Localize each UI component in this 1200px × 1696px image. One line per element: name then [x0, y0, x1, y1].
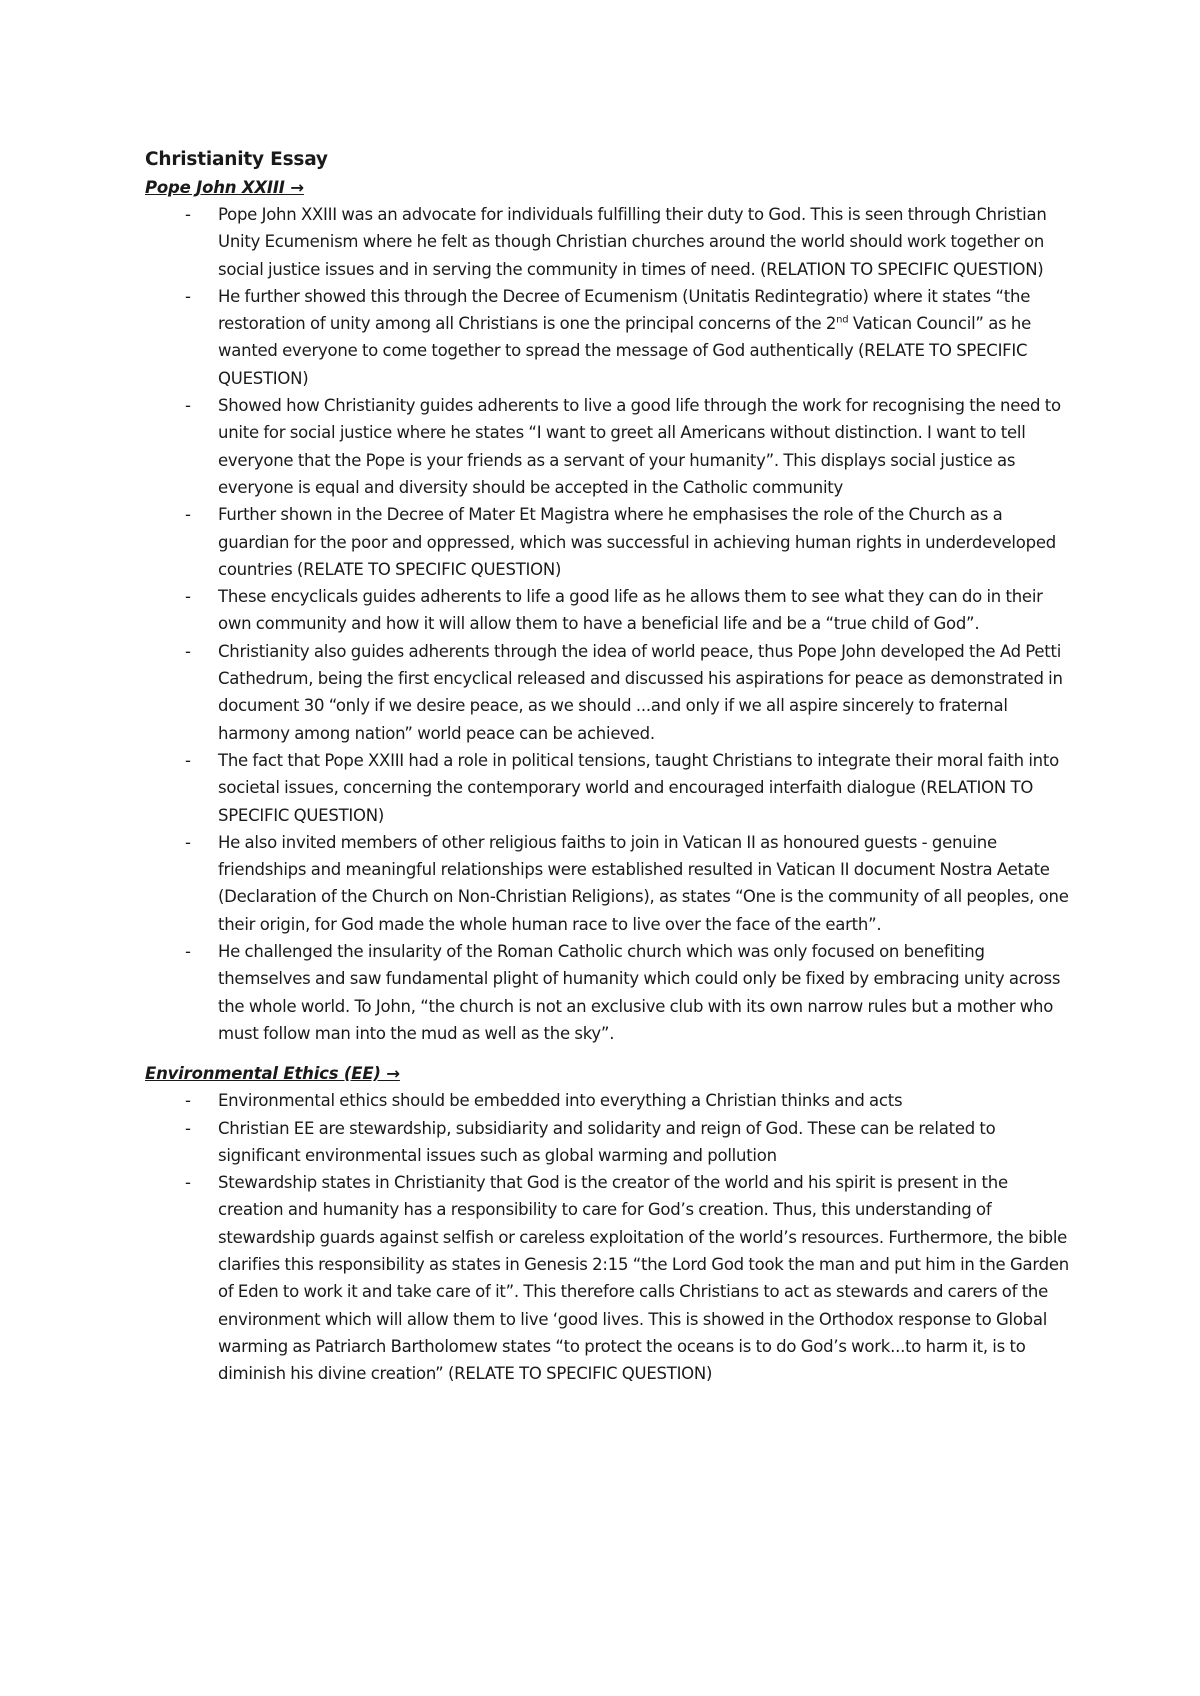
list-item: [145, 583, 1075, 638]
list-item-text: Environmental ethics should be embedded into everything a Christian thinks and acts: [218, 1091, 903, 1111]
list-item-text: Showed how Christianity guides adherents to live a good life through the work for recognising the need to unite for social justice where he states “I want to greet all Americans without distinction. I want to tell everyone that the Pope is your friends as a servant of your humanity”. This displays social justice as everyone is equal and diversity should be accepted in the Catholic community: [218, 396, 1061, 497]
list-item-text: Stewardship states in Christianity that God is the creator of the world and his spirit is present in the creation and humanity has a responsibility to care for God’s creation. Thus, this understanding of stewardship guards against selfish or careless exploitation of the world’s resources. Furthermore, the bible clarifies this responsibility as states in Genesis 2:15 “the Lord God took the man and put him in the Garden of Eden to work it and take care of it”. This therefore calls Christians to act as stewards and carers of the environment which will allow them to live ‘good lives. This is showed in the Orthodox response to Global warming as Patriarch Bartholomew states “to protect the oceans is to do God’s work...to harm it, is to diminish his divine creation” (RELATE TO SPECIFIC QUESTION): [218, 1173, 1069, 1384]
document-title: Christianity Essay: [145, 149, 328, 170]
list-item-text: These encyclicals guides adherents to life a good life as he allows them to see what they can do in their own community and how it will allow them to have a beneficial life and be a “true child of God”.: [218, 587, 1043, 634]
list-item: [145, 938, 1075, 1047]
bullet-dash: -: [185, 1173, 191, 1193]
list-item-text: Further shown in the Decree of Mater Et Magistra where he emphasises the role of the Church as a guardian for the poor and oppressed, which was successful in achieving human rights in underdeveloped countries (RELATE TO SPECIFIC QUESTION): [218, 505, 1056, 579]
bullet-dash: -: [185, 505, 191, 525]
list-item-text: Christian EE are stewardship, subsidiarity and solidarity and reign of God. These can be related to significant environmental issues such as global warming and pollution: [218, 1118, 996, 1165]
list-item: [145, 392, 1075, 501]
bullet-list-environmental-ethics: [145, 1087, 1075, 1387]
list-item: [145, 747, 1075, 829]
list-item: [145, 1169, 1075, 1387]
bullet-dash: -: [185, 286, 191, 306]
list-item: [145, 501, 1075, 583]
bullet-dash: -: [185, 942, 191, 962]
bullet-dash: -: [185, 641, 191, 661]
list-item-text: He challenged the insularity of the Roman Catholic church which was only focused on benefiting themselves and saw fundamental plight of humanity which could only be fixed by embracing unity across the whole world. To John, “the church is not an exclusive club with its own narrow rules but a mother who must follow man into the mud as well as the sky”.: [218, 942, 1061, 1043]
list-item-text: Pope John XXIII was an advocate for individuals fulfilling their duty to God. This is seen through Christian Unity Ecumenism where he felt as though Christian churches around the world should work together on social justice issues and in serving the community in times of need. (RELATION TO SPECIFIC QUESTION): [218, 205, 1047, 279]
bullet-dash: -: [185, 396, 191, 416]
section-heading-environmental-ethics: Environmental Ethics (EE) →: [145, 1064, 400, 1084]
bullet-list-pope-john: [145, 201, 1075, 1047]
bullet-dash: -: [185, 832, 191, 852]
list-item-text: The fact that Pope XXIII had a role in political tensions, taught Christians to integrate their moral faith into societal issues, concerning the contemporary world and encouraged interfaith dialogue (RELATION TO SPECIFIC QUESTION): [218, 750, 1059, 825]
bullet-dash: -: [185, 205, 191, 224]
bullet-dash: -: [185, 750, 191, 770]
ordinal-superscript: nd: [836, 314, 849, 326]
list-item-text: He further showed this through the Decree of Ecumenism (Unitatis Redintegratio) where it states “the restoration of unity among all Christians is one the principal concerns of the 2: [218, 286, 1031, 334]
bullet-dash: -: [185, 587, 191, 607]
list-item-text: He also invited members of other religious faiths to join in Vatican II as honoured guests - genuine friendships and meaningful relationships were established resulted in Vatican II document Nostra Aetate (Declaration of the Church on Non-Christian Religions), as states “One is the community of all peoples, one their origin, for God made the whole human race to live over the face of the earth”.: [218, 832, 1069, 934]
bullet-dash: -: [185, 1091, 191, 1111]
section-heading-pope-john: Pope John XXIII →: [145, 178, 304, 197]
list-item: [145, 1087, 1075, 1114]
list-item: [145, 638, 1075, 747]
document-body: [145, 146, 1075, 1387]
list-item: [145, 201, 1075, 283]
bullet-dash: -: [185, 1118, 191, 1138]
list-item-text: Vatican Council” as he wanted everyone to come together to spread the message of God authentically (RELATE TO SPECIFIC QUESTION): [218, 314, 1032, 388]
list-item: [145, 1115, 1075, 1170]
list-item: [145, 283, 1075, 392]
list-item: [145, 829, 1075, 938]
list-item-text: Christianity also guides adherents through the idea of world peace, thus Pope John developed the Ad Petti Cathedrum, being the first encyclical released and discussed his aspirations for peace as demonstrated in document 30 “only if we desire peace, as we should ...and only if we all aspire sincerely to fraternal harmony among nation” world peace can be achieved.: [218, 641, 1063, 743]
